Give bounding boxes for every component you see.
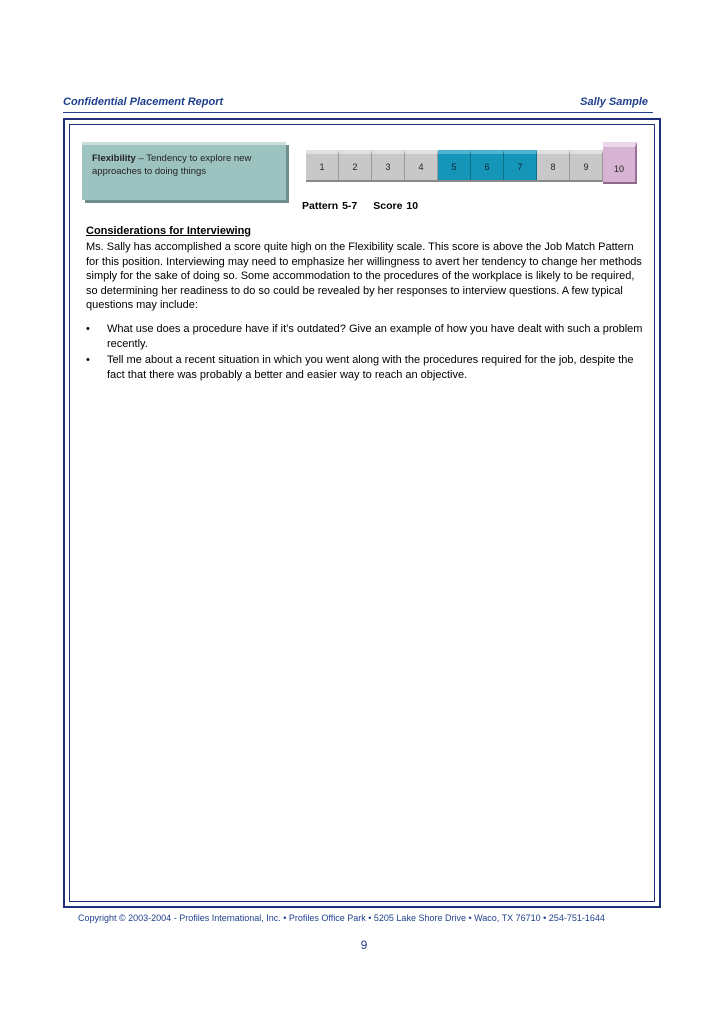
footer-copyright: Copyright © 2003-2004 - Profiles International, Inc. • Profiles Office Park • 5205 Lake Shore Drive • Waco, TX 76710 • 254-751-1644	[78, 913, 605, 923]
scale-cell-3: 3	[372, 150, 405, 180]
bullet-icon: •	[86, 323, 90, 335]
scale-cell-2: 2	[339, 150, 372, 180]
trait-description-line2: approaches to doing things	[92, 166, 207, 177]
scale-cell-6: 6	[471, 150, 504, 180]
section-paragraph: Ms. Sally has accomplished a score quite high on the Flexibility scale. This score is above the Job Match Pattern for this position. Interviewing may need to emphasize her willingness to avert her tendency to change her methods simply for the sake of doing so. Some accommodation to the procedures of the workplace is likely to be required, so determining her readiness to do so could be revealed by her responses to interview questions. A few typical questions may include:	[86, 241, 642, 312]
score-scale	[306, 150, 637, 180]
scale-cell-4: 4	[405, 150, 438, 180]
scale-cell-9: 9	[570, 150, 603, 180]
scale-cell-7: 7	[504, 150, 537, 180]
report-title: Confidential Placement Report	[63, 96, 224, 108]
score-label: Score 10	[373, 200, 419, 212]
bullet-icon: •	[86, 354, 90, 367]
interview-question-item	[86, 353, 646, 382]
scale-cell-5: 5	[438, 150, 471, 180]
pattern-score-line	[302, 200, 418, 212]
header-divider	[63, 112, 653, 113]
trait-description-box	[82, 142, 286, 200]
interview-question-text: What use does a procedure have if it’s outdated? Give an example of how you have dealt with such a problem recently.	[107, 323, 643, 350]
candidate-name: Sally Sample	[580, 96, 648, 108]
scale-cell-10: 10	[603, 142, 637, 182]
page-number: 9	[360, 938, 368, 952]
trait-name: Flexibility	[92, 153, 136, 164]
interview-question-text: Tell me about a recent situation in which you went along with the procedures required for the job, despite the fact that there was probably a better and easier way to reach an objective.	[107, 354, 634, 381]
interview-question-item	[86, 322, 646, 351]
scale-cell-1: 1	[306, 150, 339, 180]
pattern-label: Pattern 5-7	[302, 200, 358, 212]
scale-cell-8: 8	[537, 150, 570, 180]
interview-questions-list	[86, 322, 646, 384]
section-heading: Considerations for Interviewing	[86, 225, 252, 237]
trait-description-line1: – Tendency to explore new	[135, 153, 252, 164]
